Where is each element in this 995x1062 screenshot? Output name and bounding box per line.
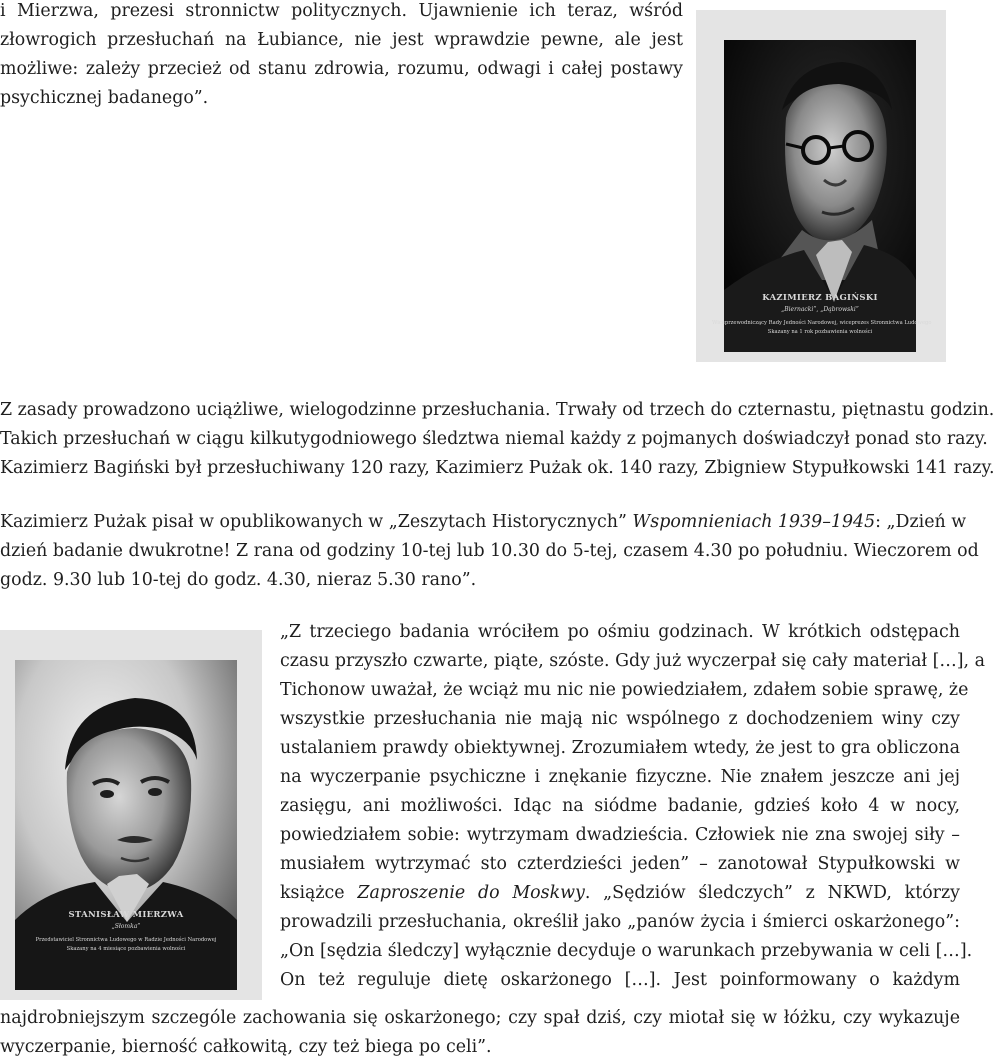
text-line: czasu przyszło czwarte, piąte, szóste. Gdy już wyczerpał się cały materiał […], a — [280, 651, 985, 671]
caption-role: Wiceprzewodniczący Rady Jedności Narodowej, wiceprezes Stronnictwa Ludowego — [712, 320, 932, 326]
text-line: Z zasady prowadzono uciążliwe, wielogodzinne przesłuchania. Trwały od trzech do czternastu, piętnastu godzin. — [0, 400, 995, 420]
portrait-card-mierzwa — [0, 630, 262, 1000]
text-line: możliwe: zależy przecież od stanu zdrowia, rozumu, odwagi i całej postawy — [0, 59, 683, 79]
book-title: Wspomnieniach 1939–1945 — [632, 512, 876, 532]
caption-sentence: Skazany na 1 rok pozbawienia wolności — [767, 329, 873, 335]
text-span: : „Dzień w — [875, 512, 967, 532]
text-line: powiedziałem sobie: wytrzymam dwadzieścia. Człowiek nie zna swojej siły – — [280, 825, 960, 845]
text-line: „Z trzeciego badania wróciłem po ośmiu godzinach. W krótkich odstępach — [280, 622, 960, 642]
text-line: złowrogich przesłuchań na Łubiance, nie jest wprawdzie pewne, ale jest — [0, 30, 683, 50]
book-title: Zaproszenie do Moskwy — [357, 883, 585, 903]
text-span: . „Sędziów śledczych” z NKWD, którzy — [584, 883, 960, 903]
portrait-panel — [712, 40, 932, 352]
text-line: wyczerpanie, bierność całkowitą, czy też biega po celi”. — [0, 1037, 492, 1057]
caption-role: Przedstawiciel Stronnictwa Ludowego w Radzie Jedności Narodowej — [35, 937, 217, 943]
text-line — [0, 508, 967, 537]
text-line: dzień badanie dwukrotne! Z rana od godziny 10-tej lub 10.30 do 5-tej, czasem 4.30 po południu. Wieczorem od — [0, 541, 979, 561]
caption-name: STANISŁAW MIERZWA — [68, 910, 184, 920]
portrait-panel — [15, 660, 237, 990]
text-line: na wyczerpanie psychiczne i znękanie fizyczne. Nie znałem jeszcze ani jej — [280, 767, 960, 787]
text-line: On też reguluje dietę oskarżonego […]. Jest poinformowany o każdym — [280, 970, 960, 990]
text-line: i Mierzwa, prezesi stronnictw politycznych. Ujawnienie ich teraz, wśród — [0, 1, 683, 21]
text-line: Takich przesłuchań w ciągu kilkutygodniowego śledztwa niemal każdy z pojmanych doświadczył ponad sto razy. — [0, 429, 988, 449]
text-line: musiałem wytrzymać sto czterdzieści jeden” – zanotował Stypułkowski w — [280, 854, 960, 874]
caption-name: KAZIMIERZ BAGIŃSKI — [762, 293, 878, 303]
portrait-card-baginski — [696, 10, 946, 362]
text-line — [280, 879, 960, 908]
text-line: „On [sędzia śledczy] wyłącznie decyduje o warunkach przebywania w celi […]. — [280, 941, 973, 961]
text-line: wszystkie przesłuchania nie mają nic wspólnego z dochodzeniem winy czy — [280, 709, 960, 729]
text-line: Kazimierz Bagiński był przesłuchiwany 120 razy, Kazimierz Pużak ok. 140 razy, Zbigniew Stypułkowski 141 razy. — [0, 458, 995, 478]
text-span: Kazimierz Pużak pisał w opublikowanych w „Zeszytach Historycznych” — [0, 512, 627, 532]
text-line: ustalaniem prawdy obiektywnej. Zrozumiałem wtedy, że jest to gra obliczona — [280, 738, 960, 758]
text-line: zasięgu, ani możliwości. Idąc na siódme badanie, gdzieś koło 4 w nocy, — [280, 796, 960, 816]
caption-sentence: Skazany na 4 miesiące pozbawienia wolności — [66, 946, 186, 952]
text-line: Tichonow uważał, że wciąż mu nic nie powiedziałem, zdałem sobie sprawę, że — [280, 680, 969, 700]
caption-alias: „Słomka” — [111, 923, 141, 930]
text-line: prowadzili przesłuchania, określił jako „panów życia i śmierci oskarżonego”: — [280, 912, 960, 932]
text-line: najdrobniejszym szczególe zachowania się oskarżonego; czy spał dziś, czy miotał się w łóżku, czy wykazuje — [0, 1008, 960, 1028]
text-line: psychicznej badanego”. — [0, 88, 209, 108]
text-span: książce — [280, 883, 345, 903]
caption-aliases: „Biernacki”, „Dąbrowski” — [781, 306, 859, 313]
text-line: godz. 9.30 lub 10-tej do godz. 4.30, nieraz 5.30 rano”. — [0, 570, 477, 590]
